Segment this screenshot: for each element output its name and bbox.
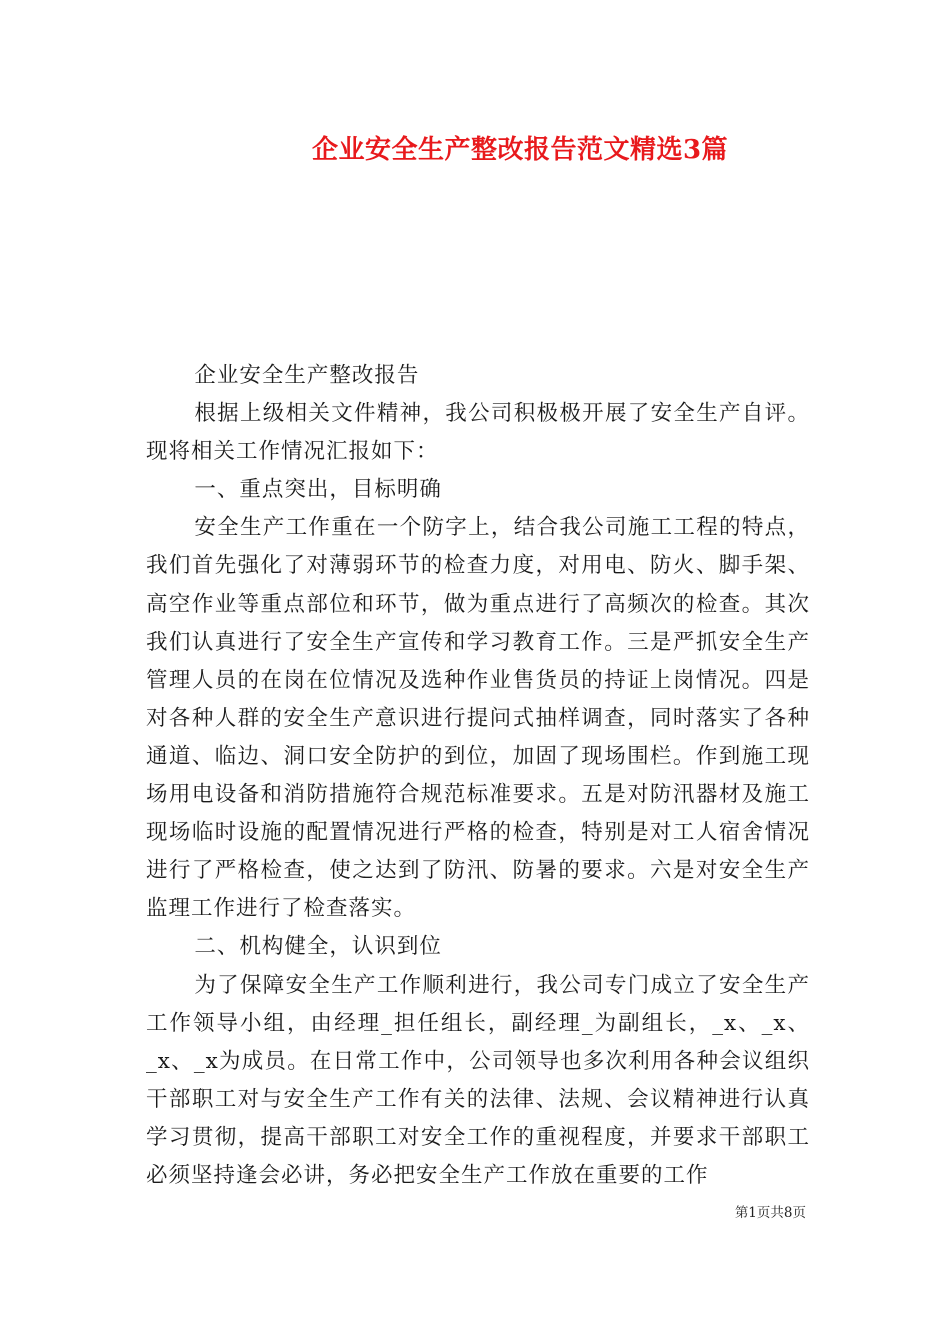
section-paragraph-2: 为了保障安全生产工作顺利进行，我公司专门成立了安全生产工作领导小组，由经理_担任组长，副经理_为副组长，_x、_x、_x、_x为成员。在日常工作中，公司领导也多次利用各种会议组织干部职工对与安全生产工作有关的法律、法规、会议精神进行认真学习贯彻，提高干部职工对安全工作的重视程度，并要求干部职工必须坚持逢会必讲，务必把安全生产工作放在重要的工作 <box>146 972 810 1188</box>
intro-paragraph: 根据上级相关文件精神，我公司积极极开展了安全生产自评。现将相关工作情况汇报如下： <box>146 401 810 465</box>
section-paragraph-1: 安全生产工作重在一个防字上，结合我公司施工工程的特点，我们首先强化了对薄弱环节的检查力度，对用电、防火、脚手架、高空作业等重点部位和环节，做为重点进行了高频次的检查。其次我们认真进行了安全生产宣传和学习教育工作。三是严抓安全生产管理人员的在岗在位情况及选种作业售货员的持证上岗情况。四是对各种人群的安全生产意识进行提问式抽样调查，同时落实了各种通道、临边、洞口安全防护的到位，加固了现场围栏。作到施工现场用电设备和消防措施符合规范标准要求。五是对防汛器材及施工现场临时设施的配置情况进行严格的检查，特别是对工人宿舍情况进行了严格检查，使之达到了防汛、防暑的要求。六是对安全生产监理工作进行了检查落实。 <box>146 515 810 922</box>
page-number: 第1页共8页 <box>734 1205 806 1221</box>
section-heading-1: 一、重点突出，目标明确 <box>194 477 442 503</box>
report-heading: 企业安全生产整改报告 <box>194 363 420 388</box>
document-title: 企业安全生产整改报告范文精选3篇 <box>311 135 729 165</box>
section-heading-2: 二、机构健全，认识到位 <box>194 934 442 960</box>
document-body <box>146 357 810 1195</box>
